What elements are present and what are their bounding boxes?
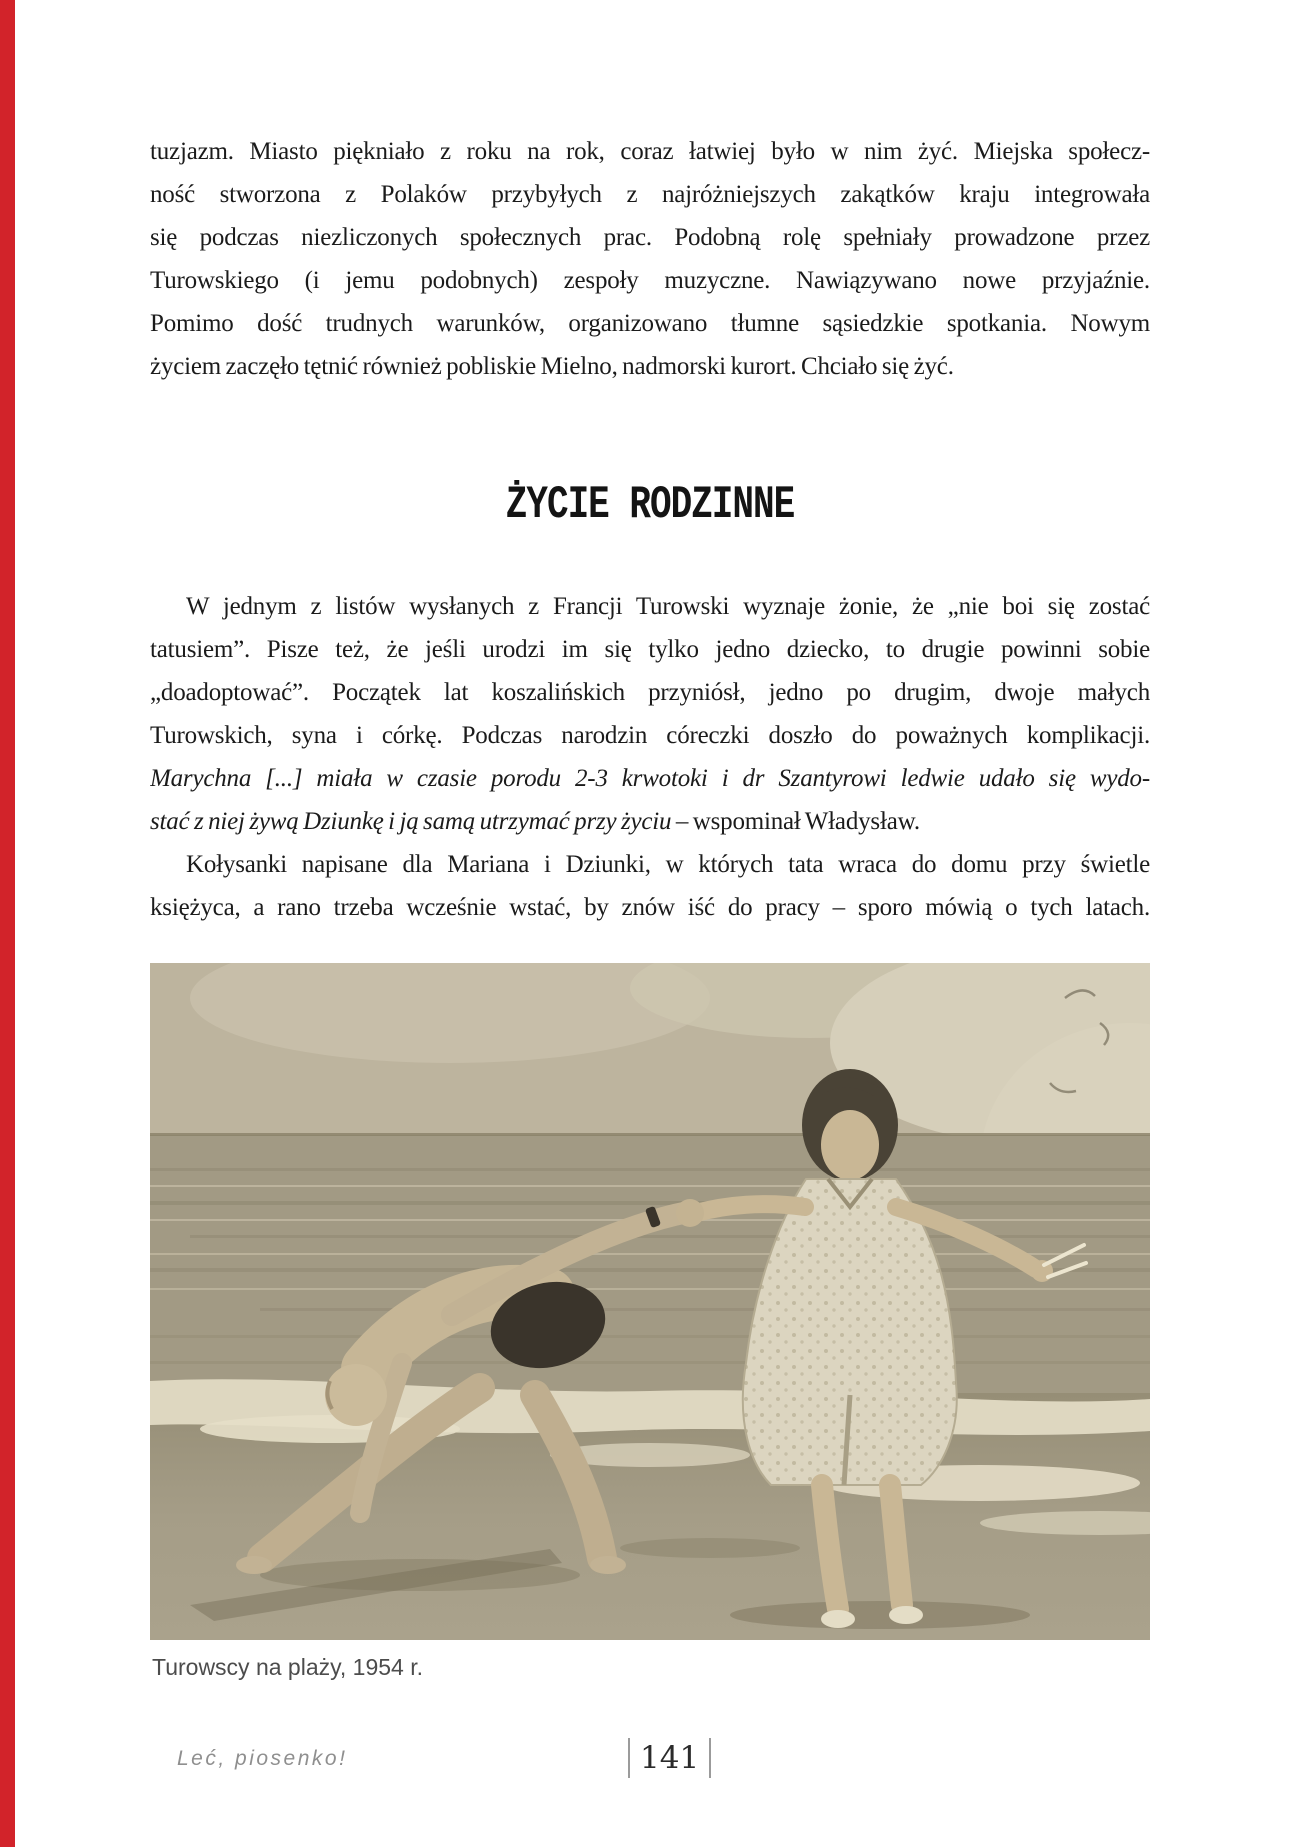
- body-line: tuzjazm. Miasto piękniało z roku na rok, coraz łatwiej było w nim żyć. Miejska społecz-: [150, 138, 1150, 165]
- page-number-rule-right: [709, 1738, 711, 1778]
- section-body: [150, 585, 1150, 929]
- section-heading: ŻYCIE RODZINNE: [505, 478, 795, 532]
- body-line: się podczas niezliczonych społecznych prac. Podobną rolę spełniały prowadzone przez: [150, 224, 1150, 251]
- beach-photo: [150, 963, 1150, 1640]
- body-line: Pomimo dość trudnych warunków, organizowano tłumne sąsiedzkie spotkania. Nowym: [150, 310, 1150, 337]
- body-line: „doadoptować”. Początek lat koszalińskich przyniósł, jedno po drugim, dwoje małych: [150, 679, 1150, 706]
- photo-caption: Turowscy na plaży, 1954 r.: [152, 1654, 424, 1680]
- body-line: Turowskiego (i jemu podobnych) zespoły muzyczne. Nawiązywano nowe przyjaźnie.: [150, 267, 1150, 294]
- body-line: tatusiem”. Pisze też, że jeśli urodzi im się tylko jedno dziecko, to drugie powinni sobie: [150, 636, 1150, 663]
- body-line: Kołysanki napisane dla Mariana i Dziunki, w których tata wraca do domu przy świetle: [186, 851, 1150, 878]
- body-line: ność stworzona z Polaków przybyłych z najróżniejszych zakątków kraju integrowała: [150, 181, 1150, 208]
- book-title: Leć, piosenko!: [177, 1747, 348, 1770]
- page-number-group: [628, 1738, 711, 1778]
- quote-line: [150, 800, 1150, 843]
- quote-italic-part: stać z niej żywą Dziunkę i ją samą utrzymać przy życiu: [150, 808, 672, 835]
- body-line: W jednym z listów wysłanych z Francji Turowski wyznaje żonie, że „nie boi się zostać: [186, 593, 1150, 620]
- body-line: księżyca, a rano trzeba wcześnie wstać, by znów iść do pracy – sporo mówią o tych latach.: [150, 894, 1150, 921]
- paragraph-1: [150, 130, 1150, 388]
- quote-line: Marychna [...] miała w czasie porodu 2-3 krwotoki i dr Szantyrowi ledwie udało się wydo-: [150, 765, 1150, 792]
- page-number: 141: [640, 1740, 700, 1776]
- body-line: Turowskich, syna i córkę. Podczas narodzin córeczki doszło do poważnych komplikacji.: [150, 722, 1150, 749]
- body-line: życiem zaczęło tętnić również pobliskie Mielno, nadmorski kurort. Chciało się żyć.: [150, 353, 954, 380]
- red-edge-stripe: [0, 0, 15, 1847]
- quote-roman-part: – wspominał Władysław.: [671, 808, 920, 835]
